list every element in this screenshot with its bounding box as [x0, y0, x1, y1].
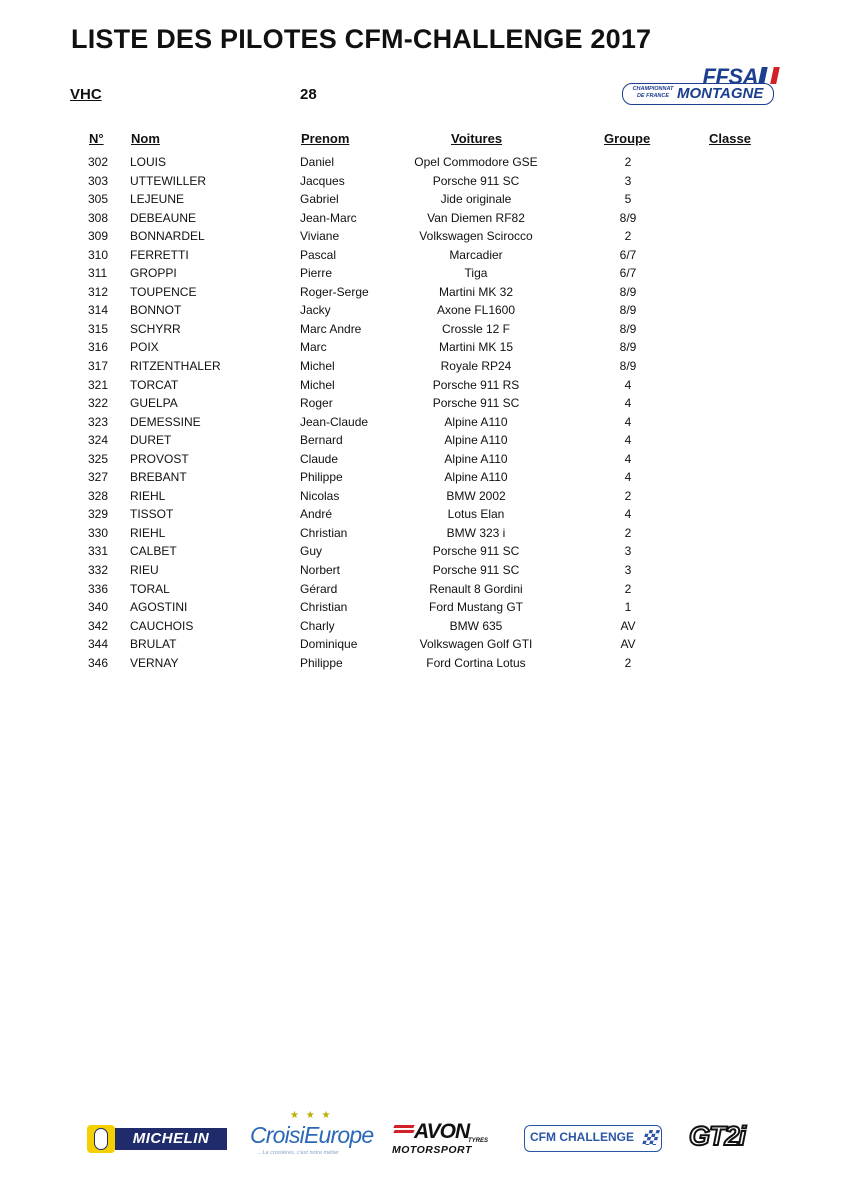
- cell-nom: GROPPI: [130, 266, 177, 281]
- header-classe: Classe: [709, 131, 751, 146]
- cell-num: 329: [88, 507, 109, 522]
- cell-num: 322: [88, 396, 109, 411]
- cell-voiture: Renault 8 Gordini: [429, 581, 523, 596]
- cell-groupe: 2: [624, 229, 632, 244]
- cell-voiture: Opel Commodore GSE: [414, 155, 538, 169]
- cell-prenom: Jean-Marc: [300, 210, 357, 225]
- driver-table: [0, 153, 849, 672]
- cell-prenom: Bernard: [300, 433, 343, 448]
- cell-voiture: Volkswagen Golf GTI: [419, 637, 533, 652]
- cell-num: 309: [88, 229, 109, 244]
- cell-voiture: Alpine A110: [444, 433, 508, 448]
- cell-groupe: 5: [624, 192, 632, 207]
- cell-groupe: 3: [624, 173, 632, 188]
- cell-voiture: Volkswagen Scirocco: [419, 229, 533, 244]
- cell-num: 346: [88, 655, 109, 670]
- cell-num: 303: [88, 173, 109, 188]
- cell-nom: BRULAT: [130, 637, 177, 652]
- cell-num: 314: [88, 303, 109, 318]
- cell-nom: VERNAY: [130, 655, 179, 670]
- cell-nom: BREBANT: [130, 470, 187, 485]
- cell-prenom: Pierre: [300, 266, 333, 281]
- cell-voiture: Axone FL1600: [436, 303, 516, 318]
- cell-voiture: Ford Mustang GT: [428, 600, 524, 615]
- cell-prenom: Gabriel: [300, 192, 339, 207]
- cell-num: 310: [88, 247, 109, 262]
- cell-nom: UTTEWILLER: [130, 173, 207, 188]
- cell-num: 316: [88, 340, 109, 355]
- table-row: [0, 227, 849, 246]
- table-row: [0, 209, 849, 228]
- cell-prenom: Philippe: [300, 470, 343, 485]
- croisieurope-logo-text: CroisiEurope: [250, 1122, 374, 1148]
- cell-nom: DURET: [130, 433, 172, 448]
- cell-groupe: 1: [624, 600, 632, 615]
- table-row: [0, 357, 849, 376]
- cell-groupe: AV: [620, 618, 636, 633]
- cell-prenom: Jacky: [300, 303, 331, 318]
- cell-nom: RIEHL: [130, 488, 166, 503]
- cell-nom: FERRETTI: [130, 247, 189, 262]
- cell-voiture: Marcadier: [449, 247, 503, 262]
- cell-groupe: 6/7: [619, 247, 637, 262]
- cell-nom: TISSOT: [130, 507, 174, 522]
- cell-voiture: Ford Cortina Lotus: [426, 655, 526, 670]
- avon-tyres-text: TYRES: [468, 1138, 489, 1144]
- category-label: VHC: [70, 86, 102, 103]
- gt2i-logo-text: GT2i: [689, 1121, 746, 1151]
- cell-groupe: 4: [624, 396, 632, 411]
- cell-nom: BONNOT: [130, 303, 182, 318]
- french-flag-icon: [760, 67, 778, 84]
- table-row: [0, 394, 849, 413]
- header-groupe: Groupe: [604, 131, 651, 146]
- table-row: [0, 283, 849, 302]
- cfm-challenge-logo: [524, 1125, 664, 1155]
- cell-num: 317: [88, 359, 109, 374]
- cell-num: 342: [88, 618, 109, 633]
- table-row: [0, 338, 849, 357]
- cell-groupe: 4: [624, 377, 632, 392]
- table-row: [0, 264, 849, 283]
- cell-num: 323: [88, 414, 109, 429]
- cell-voiture: BMW 2002: [446, 488, 506, 503]
- cell-num: 311: [88, 266, 108, 281]
- avon-logo-text: AVON: [414, 1120, 470, 1143]
- table-row: [0, 524, 849, 543]
- cell-nom: GUELPA: [130, 396, 178, 411]
- cell-voiture: BMW 635: [449, 618, 503, 633]
- cell-voiture: Alpine A110: [444, 451, 508, 466]
- cell-prenom: Jean-Claude: [300, 414, 369, 429]
- cell-prenom: Norbert: [300, 563, 341, 578]
- cell-voiture: Royale RP24: [440, 359, 512, 374]
- cell-num: 327: [88, 470, 109, 485]
- cell-voiture: Porsche 911 SC: [432, 173, 520, 188]
- cell-voiture: Alpine A110: [444, 414, 508, 429]
- table-row: [0, 431, 849, 450]
- table-row: [0, 246, 849, 265]
- cell-voiture: Crossle 12 F: [441, 321, 511, 336]
- table-row: [0, 413, 849, 432]
- cell-voiture: Porsche 911 SC: [432, 396, 520, 411]
- cell-nom: POIX: [130, 340, 159, 355]
- cell-groupe: 4: [624, 507, 632, 522]
- ffsa-logo-small-text: CHAMPIONNAT DE FRANCE: [632, 86, 674, 99]
- bibendum-icon: [87, 1125, 115, 1153]
- cell-groupe: 8/9: [619, 210, 637, 225]
- cell-prenom: Guy: [300, 544, 323, 559]
- cell-groupe: 8/9: [619, 340, 637, 355]
- cell-num: 331: [88, 544, 109, 559]
- croisieurope-logo: [250, 1110, 374, 1160]
- cell-prenom: Daniel: [300, 155, 335, 169]
- cell-groupe: 3: [624, 563, 632, 578]
- cell-num: 321: [88, 377, 109, 392]
- table-row: [0, 598, 849, 617]
- cell-nom: LEJEUNE: [130, 192, 185, 207]
- cell-prenom: Roger: [300, 396, 333, 411]
- cell-prenom: Dominique: [300, 637, 358, 652]
- cell-groupe: 4: [624, 470, 632, 485]
- cell-groupe: 6/7: [619, 266, 637, 281]
- cell-groupe: 2: [624, 581, 632, 596]
- cell-num: 328: [88, 488, 109, 503]
- table-row: [0, 301, 849, 320]
- stars-icon: ★ ★ ★: [290, 1110, 333, 1121]
- cell-groupe: 2: [624, 155, 632, 169]
- cell-voiture: Lotus Elan: [447, 507, 505, 522]
- cell-prenom: Marc Andre: [300, 321, 362, 336]
- cell-prenom: Christian: [300, 525, 348, 540]
- cell-groupe: 4: [624, 451, 632, 466]
- cell-num: 324: [88, 433, 109, 448]
- header-num: N°: [89, 131, 104, 146]
- table-row: [0, 542, 849, 561]
- ffsa-logo-banner: [622, 83, 774, 105]
- ffsa-logo-montagne-text: MONTAGNE: [677, 85, 764, 102]
- cell-num: 332: [88, 563, 109, 578]
- header-nom: Nom: [131, 131, 160, 146]
- table-row: [0, 172, 849, 191]
- cell-nom: SCHYRR: [130, 321, 181, 336]
- table-row: [0, 450, 849, 469]
- cell-num: 344: [88, 637, 109, 652]
- cell-num: 340: [88, 600, 109, 615]
- cell-nom: TORAL: [130, 581, 170, 596]
- table-row: [0, 487, 849, 506]
- header-prenom: Prenom: [301, 131, 350, 146]
- cell-prenom: André: [300, 507, 333, 522]
- cell-voiture: Van Diemen RF82: [427, 210, 525, 225]
- avon-stripes-icon: [394, 1125, 414, 1137]
- cell-nom: BONNARDEL: [130, 229, 205, 244]
- cell-prenom: Charly: [300, 618, 335, 633]
- header-voitures: Voitures: [451, 131, 503, 146]
- table-row: [0, 376, 849, 395]
- cell-prenom: Michel: [300, 377, 335, 392]
- cell-groupe: 4: [624, 414, 632, 429]
- table-row: [0, 320, 849, 339]
- driver-count: 28: [300, 86, 317, 103]
- michelin-logo-text: MICHELIN: [115, 1128, 227, 1150]
- cell-num: 305: [88, 192, 109, 207]
- cell-prenom: Gérard: [300, 581, 338, 596]
- cell-nom: CAUCHOIS: [130, 618, 194, 633]
- cell-prenom: Philippe: [300, 655, 343, 670]
- cell-nom: RITZENTHALER: [130, 359, 221, 374]
- table-row: [0, 468, 849, 487]
- cell-num: 330: [88, 525, 109, 540]
- cell-groupe: 8/9: [619, 303, 637, 318]
- cell-prenom: Christian: [300, 600, 348, 615]
- cell-nom: PROVOST: [130, 451, 189, 466]
- cell-voiture: BMW 323 i: [446, 525, 506, 540]
- cell-voiture: Martini MK 32: [438, 284, 514, 299]
- table-row: [0, 153, 849, 172]
- cell-groupe: AV: [620, 637, 636, 652]
- cell-groupe: 4: [624, 433, 632, 448]
- cell-groupe: 8/9: [619, 321, 637, 336]
- michelin-logo: [85, 1125, 227, 1153]
- cell-nom: TOUPENCE: [130, 284, 197, 299]
- cell-groupe: 3: [624, 544, 632, 559]
- cell-groupe: 2: [624, 525, 632, 540]
- cell-num: 308: [88, 210, 109, 225]
- table-row: [0, 635, 849, 654]
- cell-num: 315: [88, 321, 109, 336]
- cell-prenom: Michel: [300, 359, 335, 374]
- table-row: [0, 580, 849, 599]
- cell-voiture: Martini MK 15: [438, 340, 514, 355]
- avon-logo: [392, 1120, 500, 1156]
- cell-voiture: Jide originale: [440, 192, 512, 207]
- cell-nom: RIEHL: [130, 525, 166, 540]
- cell-prenom: Pascal: [300, 247, 337, 262]
- cell-num: 325: [88, 451, 109, 466]
- page-title: LISTE DES PILOTES CFM-CHALLENGE 2017: [71, 24, 652, 54]
- ffsa-logo-text: FFSA: [702, 64, 758, 89]
- cell-prenom: Jacques: [300, 173, 345, 188]
- cell-prenom: Viviane: [300, 229, 340, 244]
- cell-nom: RIEU: [130, 563, 159, 578]
- cell-nom: TORCAT: [130, 377, 179, 392]
- cell-groupe: 2: [624, 488, 632, 503]
- table-row: [0, 505, 849, 524]
- cell-num: 336: [88, 581, 109, 596]
- cell-voiture: Porsche 911 SC: [432, 544, 520, 559]
- table-row: [0, 654, 849, 673]
- cell-groupe: 2: [624, 655, 632, 670]
- cell-groupe: 8/9: [619, 284, 637, 299]
- cell-num: 312: [88, 284, 109, 299]
- avon-motorsport-text: MOTORSPORT: [392, 1144, 472, 1156]
- cell-num: 302: [88, 155, 109, 169]
- table-row: [0, 190, 849, 209]
- cell-prenom: Roger-Serge: [300, 284, 369, 299]
- cell-prenom: Nicolas: [300, 488, 340, 503]
- ffsa-montagne-logo: [620, 64, 780, 108]
- cfm-logo-text: CFM CHALLENGE: [530, 1130, 634, 1144]
- gt2i-logo: [689, 1121, 765, 1155]
- croisieurope-tagline: ...Le croisières, c'est notre métier: [258, 1150, 339, 1156]
- cell-prenom: Marc: [300, 340, 327, 355]
- cell-prenom: Claude: [300, 451, 339, 466]
- table-row: [0, 617, 849, 636]
- cell-nom: LOUIS: [130, 155, 167, 169]
- cell-voiture: Porsche 911 RS: [432, 377, 520, 392]
- cell-nom: DEMESSINE: [130, 414, 201, 429]
- cell-nom: CALBET: [130, 544, 177, 559]
- cell-voiture: Porsche 911 SC: [432, 563, 520, 578]
- cell-nom: DEBEAUNE: [130, 210, 197, 225]
- cell-voiture: Tiga: [464, 266, 488, 281]
- cell-groupe: 8/9: [619, 359, 637, 374]
- cell-voiture: Alpine A110: [444, 470, 508, 485]
- table-row: [0, 561, 849, 580]
- cell-nom: AGOSTINI: [130, 600, 188, 615]
